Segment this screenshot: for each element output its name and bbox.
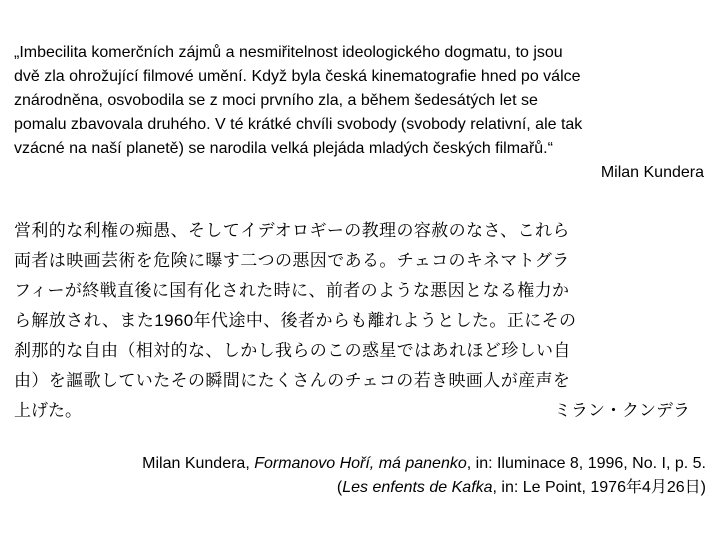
czech-quote-line: dvě zla ohrožující filmové umění. Když byla česká kinematografie hned po válce [14,68,581,85]
citation-source-french: , in: Le Point, 1976年4月26日) [492,479,706,496]
japanese-quote-author: ミラン・クンデラ [554,401,690,420]
czech-quote-author: Milan Kundera [600,164,704,181]
japanese-quote-line: 由）を謳歌していたその瞬間にたくさんのチェコの若き映画人が産声を [14,371,571,390]
japanese-quote-line: 両者は映画芸術を危険に曝す二つの悪因である。チェコのキネマトグラ [14,251,570,270]
czech-quote-line: znárodněna, osvobodila se z moci prvního zla, a během šedesátých let se [14,92,538,109]
czech-quote-line: pomalu zbavovala druhého. V té krátké chvíli svobody (svobody relativní, ale tak [14,116,583,133]
citation-title: Formanovo Hoří, má panenko [254,455,467,472]
japanese-quote-last-row [14,396,694,426]
czech-quote-line: vzácné na naší planetě) se narodila velká plejáda mladých českých filmařů.“ [14,140,553,157]
czech-quote [14,41,710,185]
citation [16,452,706,500]
japanese-quote-line: 刹那的な自由（相対的な、しかし我らのこの惑星ではあれほど珍しい自 [14,341,571,360]
japanese-quote-line: ら解放され、また1960年代途中、後者からも離れようとした。正にその [14,311,577,330]
japanese-quote-line: 営利的な利権の痴愚、そしてイデオロギーの教理の容赦のなさ、これら [14,221,570,240]
japanese-quote-line: フィーが終戦直後に国有化された時に、前者のような悪因となる権力か [14,281,570,300]
citation-author: Milan Kundera, [142,455,255,472]
japanese-quote [14,216,694,426]
citation-source: , in: Iluminace 8, 1996, No. I, p. 5. [466,455,706,472]
citation-title-french: Les enfents de Kafka [342,479,493,496]
japanese-quote-line: 上げた。 [14,401,82,420]
citation-open-paren: ( [336,479,343,496]
citation-line-1 [16,452,706,476]
czech-quote-line: „Imbecilita komerčních zájmů a nesmiřitelnost ideologického dogmatu, to jsou [14,44,563,61]
citation-line-2 [16,476,706,500]
